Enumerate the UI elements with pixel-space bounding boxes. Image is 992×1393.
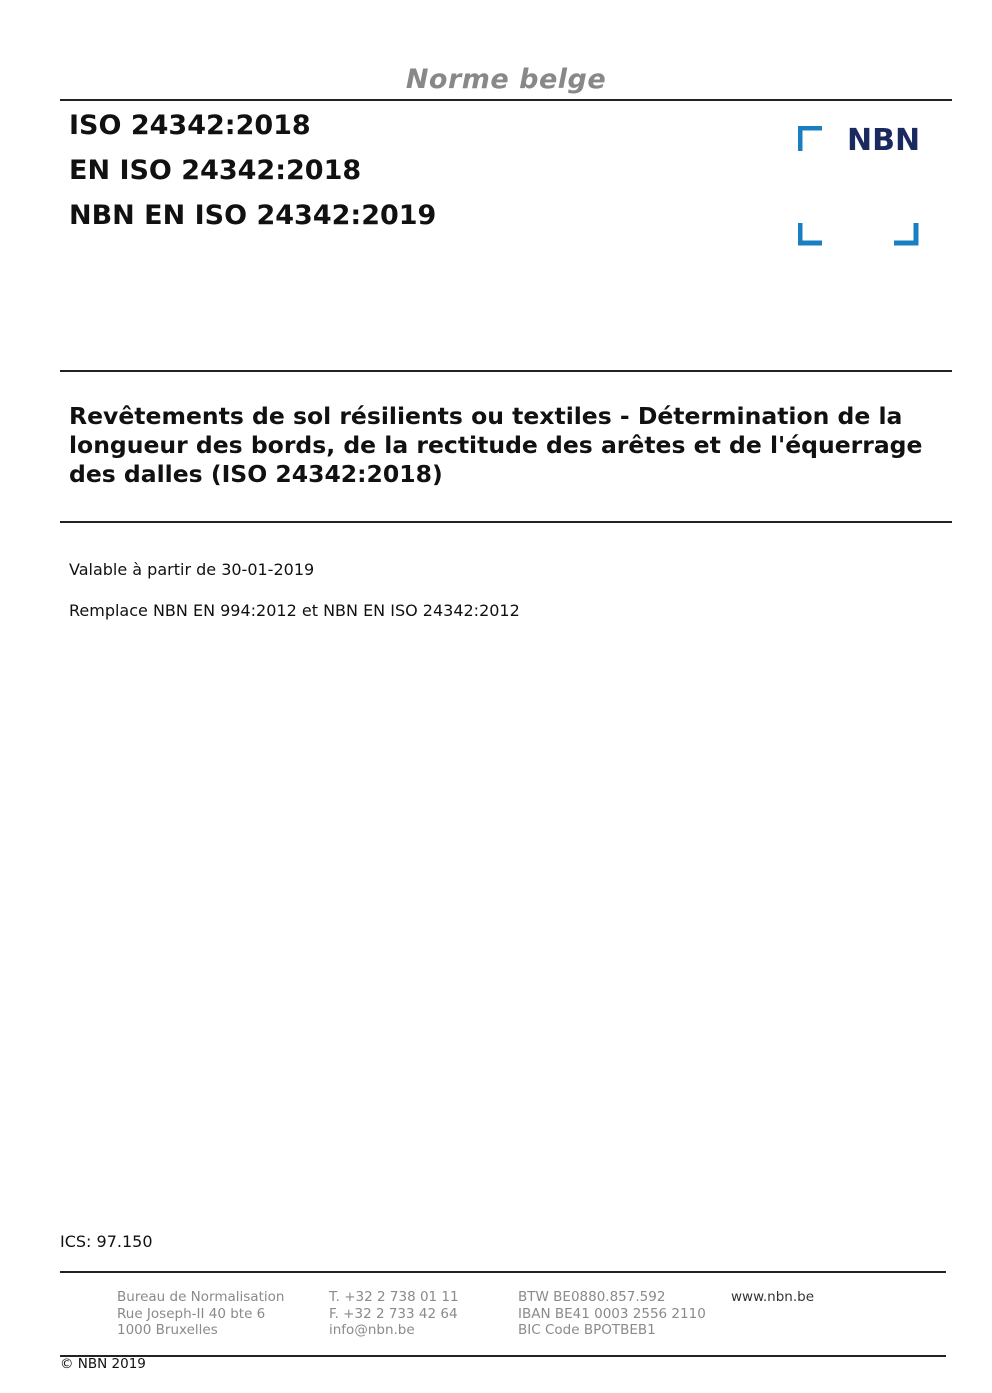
footer-contact xyxy=(329,1289,459,1339)
address-line: Rue Joseph-II 40 bte 6 xyxy=(117,1305,266,1322)
ics-code: ICS: 97.150 xyxy=(60,1232,153,1251)
vat-number: BTW BE0880.857.592 xyxy=(518,1289,666,1305)
standard-number-iso: ISO 24342:2018 xyxy=(69,110,311,141)
title-top-divider xyxy=(60,370,952,372)
header-divider xyxy=(60,99,952,101)
fax-number: F. +32 2 733 42 64 xyxy=(329,1305,458,1322)
document-type-heading: Norme belge xyxy=(405,64,607,95)
website-link[interactable]: www.nbn.be xyxy=(731,1289,815,1305)
logo-text: NBN xyxy=(847,126,920,158)
nbn-logo xyxy=(798,126,920,248)
footer-web xyxy=(731,1289,814,1306)
address-line: Bureau de Normalisation xyxy=(117,1289,285,1305)
replaces-note: Remplace NBN EN 994:2012 et NBN EN ISO 24342:2012 xyxy=(69,601,520,620)
footer-top-divider xyxy=(60,1271,946,1273)
email-link[interactable]: info@nbn.be xyxy=(329,1322,415,1338)
footer-bank xyxy=(518,1289,706,1339)
address-line: 1000 Bruxelles xyxy=(117,1322,218,1338)
title-bottom-divider xyxy=(60,521,952,523)
iban-number: IBAN BE41 0003 2556 2110 xyxy=(518,1305,706,1322)
document-title: Revêtements de sol résilients ou textiles - Détermination de la longueur des bords, de la rectitude des arêtes et de l'équerrage des dalles (ISO 24342:2018) xyxy=(69,402,923,488)
copyright-notice: © NBN 2019 xyxy=(60,1356,146,1372)
standard-number-nbn: NBN EN ISO 24342:2019 xyxy=(69,200,437,231)
phone-number: T. +32 2 738 01 11 xyxy=(329,1289,459,1305)
standard-number-en: EN ISO 24342:2018 xyxy=(69,155,362,186)
validity-date: Valable à partir de 30-01-2019 xyxy=(69,560,315,579)
bic-code: BIC Code BPOTBEB1 xyxy=(518,1322,656,1338)
footer-bottom-divider xyxy=(60,1355,946,1357)
footer-address xyxy=(117,1289,284,1339)
